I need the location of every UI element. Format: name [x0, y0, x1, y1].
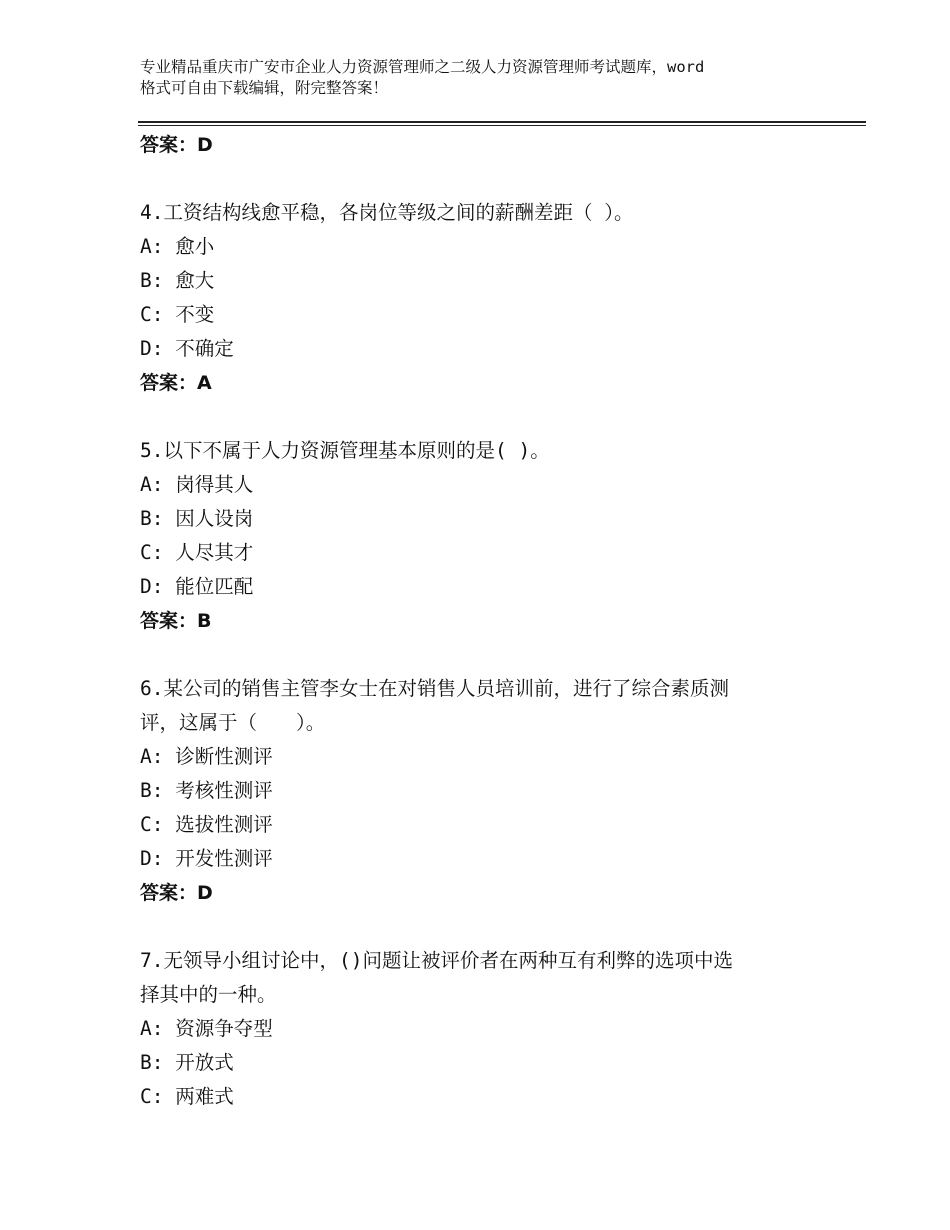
option-b: B: 开放式 [140, 1051, 234, 1074]
option-a: A: 诊断性测评 [140, 745, 273, 768]
option-a: A: 愈小 [140, 235, 215, 258]
option-c: C: 两难式 [140, 1085, 234, 1108]
question-stem-line-1: 6.某公司的销售主管李女士在对销售人员培训前，进行了综合素质测 [140, 677, 729, 700]
answer-previous: 答案：D [140, 134, 213, 156]
question-5 [140, 434, 820, 638]
option-d: D: 开发性测评 [140, 847, 273, 870]
question-list [140, 128, 820, 1114]
answer: 答案：D [140, 882, 213, 904]
document-header [140, 57, 830, 99]
option-d: D: 能位匹配 [140, 575, 254, 598]
question-stem-line-2: 评，这属于（ ）。 [140, 711, 326, 734]
option-c: C: 人尽其才 [140, 541, 254, 564]
option-c: C: 选拔性测评 [140, 813, 273, 836]
question-stem: 5.以下不属于人力资源管理基本原则的是( )。 [140, 439, 550, 462]
option-b: B: 考核性测评 [140, 779, 273, 802]
option-a: A: 资源争夺型 [140, 1017, 273, 1040]
header-rule-thick [138, 121, 866, 123]
question-stem-line-1: 7.无领导小组讨论中，()问题让被评价者在两种互有利弊的选项中选 [140, 949, 733, 972]
question-stem-line-2: 择其中的一种。 [140, 983, 277, 1006]
question-7 [140, 944, 820, 1114]
answer: 答案：B [140, 610, 212, 632]
question-4 [140, 196, 820, 400]
header-line-1: 专业精品重庆市广安市企业人力资源管理师之二级人力资源管理师考试题库，word [140, 58, 705, 76]
header-rule-thin [138, 125, 866, 126]
question-6 [140, 672, 820, 910]
question-stem: 4.工资结构线愈平稳，各岗位等级之间的薪酬差距（ ）。 [140, 201, 634, 224]
option-d: D: 不确定 [140, 337, 234, 360]
option-b: B: 因人设岗 [140, 507, 254, 530]
answer: 答案：A [140, 372, 212, 394]
option-c: C: 不变 [140, 303, 215, 326]
option-b: B: 愈大 [140, 269, 215, 292]
header-line-2: 格式可自由下载编辑，附完整答案！ [140, 79, 389, 97]
option-a: A: 岗得其人 [140, 473, 254, 496]
